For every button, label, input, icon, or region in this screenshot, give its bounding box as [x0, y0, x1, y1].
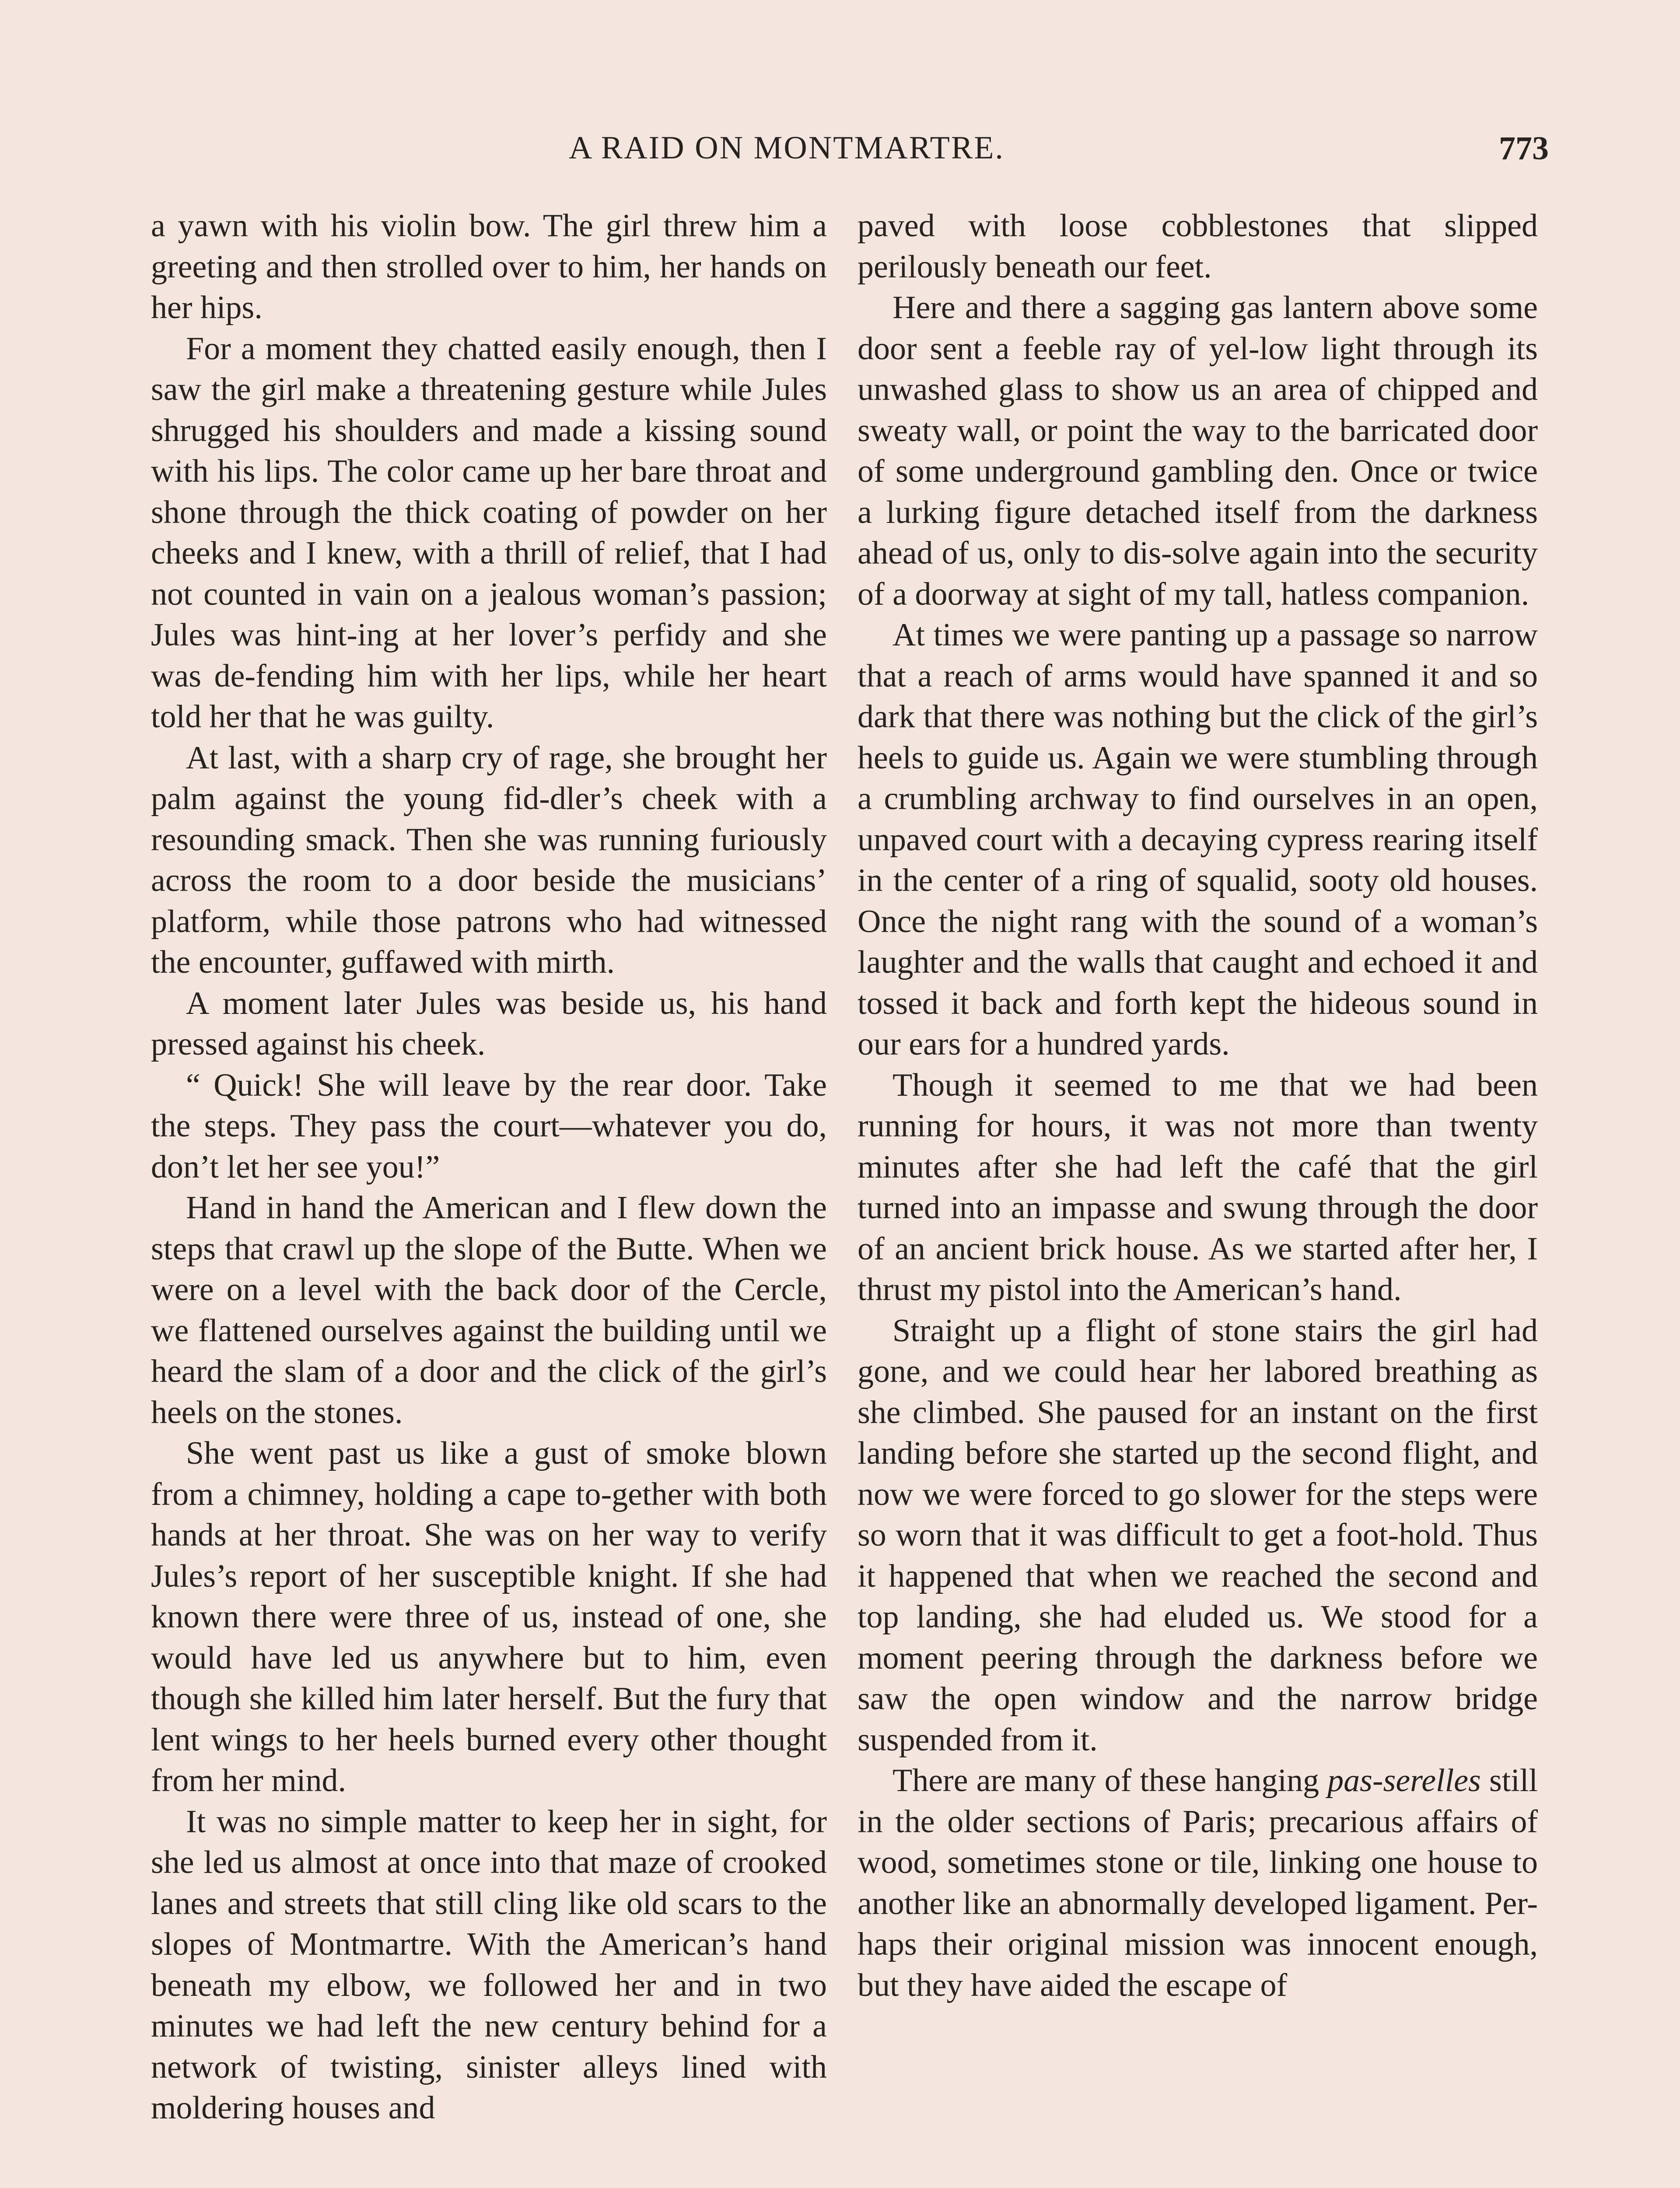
text-line: encounter, guffawed with mirth.: [198, 944, 615, 980]
text-line: perilously beneath our feet.: [858, 249, 1212, 285]
text-line: sight, for she led us almost at once into: [151, 1803, 827, 1880]
right-text-column: [858, 206, 1538, 2006]
text-line: so narrow that a reach of arms would have: [858, 617, 1538, 694]
text-line: above some door sent a feeble ray of yel-: [858, 290, 1538, 367]
text-line: two minutes we had left the new century: [151, 1967, 827, 2044]
text-line: swung through the door of an ancient brick: [858, 1190, 1538, 1267]
text-line: would have led us anywhere but to him,: [151, 1640, 747, 1676]
text-line: ing at her lover’s perfidy and she was de-: [151, 617, 827, 694]
text-line: Here and there a sagging gas lantern: [892, 290, 1373, 326]
text-line: while those patrons who had witnessed the: [151, 903, 827, 980]
text-line: Montmartre. With the American’s hand: [290, 1926, 827, 1962]
text-line: to a door beside the musicians’ platform,: [151, 863, 827, 940]
text-line: at sight of my tall, hatless companion.: [1036, 576, 1530, 612]
text-line: an open, unpaved court with a decaying: [858, 781, 1538, 858]
paragraph: [151, 329, 827, 738]
text-line: nothing but the click of the girl’s heels to: [858, 699, 1538, 776]
text-line: still cling like old scars to the slopes of: [151, 1885, 827, 1962]
text-line: a yawn with his violin bow. The girl threw: [151, 208, 737, 244]
text-line: house. As we started after her, I thrust: [858, 1231, 1538, 1308]
left-text-column: [151, 206, 827, 2129]
text-line: spanned it and so dark that there was: [858, 658, 1538, 735]
text-line: her susceptible knight. If she had known: [151, 1558, 827, 1635]
text-line: The color came up her bare throat and: [327, 453, 827, 489]
text-line: shone through the thick coating of powder: [151, 494, 728, 530]
text-line: running for hours, it was not more than: [858, 1108, 1432, 1144]
text-line: burned every other thought from her mind.: [151, 1722, 827, 1799]
text-line: from the darkness ahead of us, only to dis-: [858, 494, 1538, 571]
text-line: of squalid, sooty old houses. Once the: [858, 863, 1538, 940]
text-line: the back door of the Cercle, we flattened: [151, 1272, 827, 1349]
text-line: gether with both hands at her throat. She: [151, 1476, 827, 1553]
text-line: Though it seemed to me that we had been: [892, 1067, 1538, 1103]
running-title: A RAID ON MONTMARTRE.: [569, 130, 1004, 166]
text-line: solve again into the security of a doorway: [858, 535, 1538, 612]
text-line: a crumbling archway to find ourselves in: [858, 781, 1412, 817]
text-line: the slam of a door and the click of the: [234, 1353, 749, 1389]
text-line: laughter and the walls that caught and: [858, 944, 1354, 980]
text-line: him, her hands on her hips.: [151, 249, 827, 326]
text-line: were forced to go slower for the steps were: [969, 1476, 1538, 1512]
text-line: She went past us like a gust of smoke: [186, 1435, 731, 1471]
text-line: an abnormally developed ligament. Per-: [1019, 1885, 1538, 1922]
text-line: twenty minutes after she had left the café: [858, 1108, 1538, 1185]
text-line: that maze of crooked lanes and streets that: [151, 1844, 827, 1922]
text-line: A moment later Jules was beside us, his: [186, 985, 749, 1021]
text-line: precarious affairs of wood, sometimes stone: [858, 1803, 1538, 1880]
text-line: ourselves against the building until we heard: [151, 1312, 827, 1389]
text-line: blown from a chimney, holding a cape to-: [151, 1435, 827, 1512]
text-line: cypress rearing itself in the center of a ring: [858, 821, 1538, 898]
text-line: had eluded us. We stood for a moment: [858, 1599, 1538, 1676]
paragraph: [151, 206, 827, 329]
text-line: beneath my elbow, we followed her and in: [151, 1967, 762, 2003]
text-line: brought her palm against the young fid-: [151, 740, 827, 817]
text-line: serelles still in the older sections of Paris;: [858, 1763, 1538, 1840]
text-line: down the steps that crawl up the slope of: [151, 1190, 827, 1267]
text-line: him a greeting and then strolled over to: [151, 208, 827, 285]
paragraph: [151, 983, 827, 1065]
text-line: It was no simple matter to keep her in: [186, 1803, 697, 1840]
text-line: my pistol into the American’s hand.: [939, 1272, 1402, 1308]
text-line: At last, with a sharp cry of rage, she: [186, 740, 666, 776]
text-line: an instant on the first landing before she: [858, 1394, 1538, 1471]
text-line: and made a kissing sound with his lips.: [151, 412, 827, 489]
text-line: guide us. Again we were stumbling through: [967, 740, 1538, 776]
text-line: gesture while Jules shrugged his shoulders: [151, 372, 827, 449]
text-line: that the girl turned into an impasse and: [858, 1149, 1538, 1226]
text-line: Hand in hand the American and I flew: [186, 1190, 696, 1226]
text-line: But the fury that lent wings to her heels: [151, 1681, 827, 1758]
text-line: hold. Thus it happened that when we: [858, 1517, 1538, 1594]
paragraph: [151, 1065, 827, 1188]
text-line: whatever you do, don’t let her see you!”: [151, 1108, 827, 1185]
text-line: or twice a lurking figure detached itself: [858, 453, 1538, 530]
text-line: so worn that it was difficult to get a foot-: [858, 1517, 1399, 1553]
text-line: wall, or point the way to the barricated door: [957, 412, 1538, 449]
text-line: echoed it and tossed it back and forth kept: [858, 944, 1538, 1021]
paragraph: [858, 1760, 1538, 2006]
paragraph: [858, 615, 1538, 1065]
paragraph: [151, 738, 827, 983]
text-line: or tile, linking one house to another like: [858, 1844, 1538, 1922]
text-line: show us an area of chipped and sweaty: [858, 372, 1538, 449]
text-line: the hideous sound in our ears for a hundred: [858, 985, 1538, 1062]
text-line: the Butte. When we were on a level with: [151, 1231, 827, 1308]
page-number: 773: [1499, 130, 1549, 167]
text-line: was on her way to verify Jules’s report of: [151, 1517, 827, 1594]
text-line: peering through the darkness before we: [980, 1640, 1538, 1676]
text-line: on her cheeks and I knew, with a thrill of: [151, 494, 827, 571]
running-head: [569, 130, 1549, 178]
text-line: relief, that I had not counted in vain on: [151, 535, 827, 612]
text-line: “ Quick! She will leave by the rear door.: [186, 1067, 752, 1103]
paragraph: [151, 1433, 827, 1802]
paragraph: [151, 1802, 827, 2129]
text-line: Straight up a flight of stone stairs the: [892, 1312, 1417, 1349]
text-line: reached the second and top landing, she: [858, 1558, 1538, 1635]
text-line: alleys lined with moldering houses and: [151, 2049, 827, 2126]
text-line: girl’s heels on the stones.: [151, 1353, 827, 1431]
paragraph: [858, 1311, 1538, 1761]
text-line: breathing as she climbed. She paused for: [858, 1353, 1538, 1431]
text-line: of some underground gambling den. Once: [858, 453, 1419, 489]
text-line: saw the open window and the narrow bridge: [858, 1681, 1538, 1717]
text-line: low light through its unwashed glass to: [858, 330, 1538, 407]
text-line: there were three of us, instead of one, she: [252, 1599, 827, 1635]
text-line: girl had gone, and we could hear her labored: [858, 1312, 1538, 1389]
text-line: started up the second flight, and now we: [858, 1435, 1538, 1512]
text-line: There are many of these hanging pas-: [892, 1763, 1383, 1799]
text-line: even though she killed him later herself.: [151, 1640, 827, 1717]
text-line: fending him with her lips, while her heart: [256, 658, 827, 694]
text-line: Take the steps. They pass the court—: [151, 1067, 827, 1144]
text-line: yards.: [1151, 1026, 1230, 1062]
text-line: behind for a network of twisting, sinister: [151, 2008, 827, 2085]
text-line: hand pressed against his cheek.: [151, 985, 827, 1062]
text-line: told her that he was guilty.: [151, 699, 494, 735]
paragraph: [858, 1065, 1538, 1311]
text-line: night rang with the sound of a woman’s: [991, 903, 1538, 940]
text-line: she was running furiously across the room: [151, 821, 827, 898]
text-line: then I saw the girl make a threatening: [151, 330, 827, 407]
paragraph: [858, 206, 1538, 288]
paragraph: [151, 1188, 827, 1433]
paragraph: [858, 288, 1538, 615]
text-line: suspended from it.: [858, 1722, 1098, 1758]
text-line: dler’s cheek with a resounding smack. Then: [151, 781, 827, 858]
text-line: paved with loose cobblestones that slipped: [858, 208, 1538, 244]
text-line: a jealous woman’s passion; Jules was hint-: [151, 576, 827, 653]
text-line: At times we were panting up a passage: [892, 617, 1400, 653]
text-line: enough, but they have aided the escape of: [858, 1926, 1538, 2003]
text-line: For a moment they chatted easily enough,: [186, 330, 740, 367]
text-line: haps their original mission was innocent: [858, 1926, 1419, 1962]
